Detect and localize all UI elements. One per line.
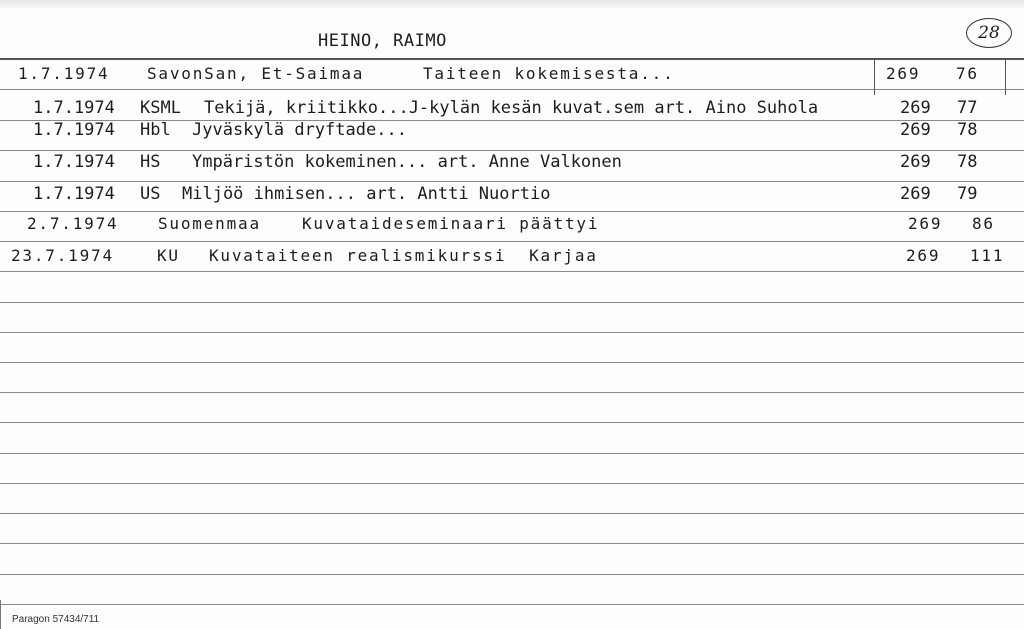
entry-row: [0, 150, 1024, 174]
entry-date: 1.7.1974: [33, 152, 115, 172]
entry-page: 78: [957, 152, 978, 172]
entry-page: 77: [957, 98, 978, 118]
entry-page: 78: [957, 120, 978, 140]
entry-volume: 269: [906, 246, 941, 265]
entry-title: Kuvataideseminaari päättyi: [302, 214, 600, 233]
entry-source: Hbl: [140, 120, 171, 140]
entry-volume: 269: [900, 184, 931, 204]
card-left-edge: [0, 600, 1, 629]
entry-date: 1.7.1974: [33, 120, 115, 140]
entry-source: US: [140, 184, 161, 204]
rule-line: [0, 241, 1024, 242]
entry-volume: 269: [900, 98, 931, 118]
entry-row: [0, 96, 1024, 120]
entry-row: [0, 62, 1024, 86]
entry-date: 23.7.1974: [11, 246, 114, 265]
card-title: HEINO, RAIMO: [318, 31, 447, 51]
entry-source: SavonSan, Et-Saimaa: [147, 64, 365, 83]
entry-row: [0, 182, 1024, 206]
entry-title: Ympäristön kokeminen... art. Anne Valkonen: [192, 152, 622, 172]
rule-line: [0, 453, 1024, 454]
rule-line: [0, 302, 1024, 303]
rule-line: [0, 362, 1024, 363]
entry-date: 1.7.1974: [18, 64, 110, 83]
rule-line: [0, 271, 1024, 272]
entry-page: 111: [970, 246, 1005, 265]
entry-volume: 269: [900, 120, 931, 140]
entry-row: [0, 212, 1024, 236]
rule-line: [0, 483, 1024, 484]
card-print-code: Paragon 57434/711: [12, 614, 100, 625]
entry-page: 86: [972, 214, 995, 233]
rule-line: [0, 513, 1024, 514]
entry-date: 2.7.1974: [27, 214, 119, 233]
entry-page: 76: [956, 64, 979, 83]
rule-line: [0, 332, 1024, 333]
entry-source: Suomenmaa: [158, 214, 261, 233]
rule-line: [0, 604, 1024, 605]
rule-line: [0, 574, 1024, 575]
rule-line: [0, 422, 1024, 423]
card-top-edge: [0, 0, 1024, 8]
entry-title: Jyväskylä dryftade...: [192, 120, 407, 140]
entry-page: 79: [957, 184, 978, 204]
entry-source: KU: [157, 246, 180, 265]
entry-row: [0, 244, 1024, 268]
rule-line: [0, 392, 1024, 393]
entry-row: [0, 118, 1024, 142]
entry-title: Taiteen kokemisesta...: [423, 64, 675, 83]
entry-volume: 269: [908, 214, 943, 233]
card-number-circled: 28: [966, 18, 1012, 48]
entry-title: Tekijä, kriitikko...J-kylän kesän kuvat.sem art. Aino Suhola: [204, 98, 819, 118]
entry-title: Kuvataiteen realismikurssi Karjaa: [209, 246, 598, 265]
header-rule: [0, 58, 1024, 60]
rule-line: [0, 89, 1024, 90]
entry-source: KSML: [140, 98, 181, 118]
entry-date: 1.7.1974: [33, 184, 115, 204]
entry-volume: 269: [886, 64, 921, 83]
entry-date: 1.7.1974: [33, 98, 115, 118]
entry-volume: 269: [900, 152, 931, 172]
rule-line: [0, 543, 1024, 544]
entry-source: HS: [140, 152, 161, 172]
entry-title: Miljöö ihmisen... art. Antti Nuortio: [182, 184, 551, 204]
